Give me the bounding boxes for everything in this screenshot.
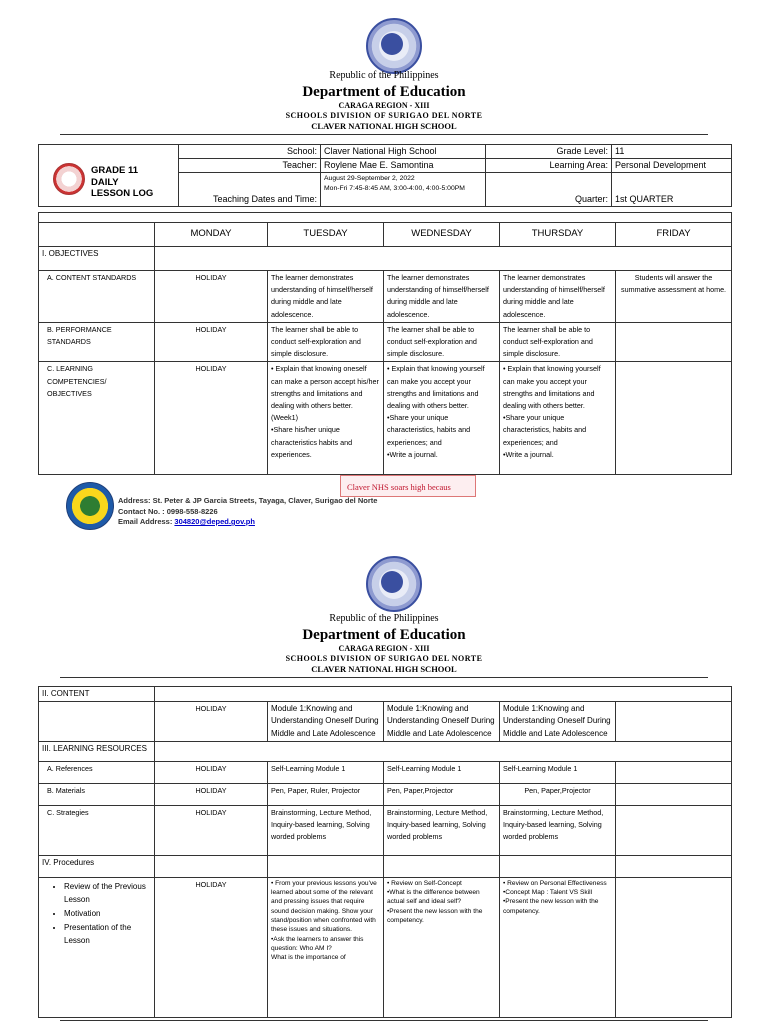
quarter-value: 1st QUARTER (612, 173, 732, 207)
procedure-item-review: • Review of the Previous Lesson (64, 880, 151, 907)
footer-email-link[interactable]: 304820@deped.gov.ph (174, 517, 255, 526)
day-header-thursday: THURSDAY (500, 223, 616, 247)
deped-logo-small (53, 163, 85, 195)
materials-monday: HOLIDAY (155, 783, 268, 805)
references-friday (616, 761, 732, 783)
day-header-wednesday: WEDNESDAY (384, 223, 500, 247)
school-label: School: (179, 145, 321, 159)
content-standards-label: A. CONTENT STANDARDS (39, 271, 155, 323)
log-title-line2: DAILY (91, 176, 119, 188)
procedures-blank-1 (155, 855, 268, 877)
content-standards-tuesday: The learner demonstrates understanding of himself/herself during middle and late adolescence. (268, 271, 384, 323)
procedure-tue-3: What is the importance of (271, 954, 346, 962)
teacher-label: Teacher: (179, 159, 321, 173)
performance-standards-monday: HOLIDAY (155, 322, 268, 362)
content-thursday: Module 1:Knowing and Understanding Oneself During Middle and Late Adolescence (500, 702, 616, 742)
log-title-line3: LESSON LOG (91, 188, 154, 199)
lesson-log-header-table (38, 144, 732, 207)
references-thursday: Self-Learning Module 1 (500, 761, 616, 783)
competencies-thursday (500, 362, 616, 475)
school-name-text: CLAVER NATIONAL HIGH SCHOOL (311, 121, 457, 131)
school-value: Claver National High School (321, 145, 486, 159)
procedure-item-motivation: • Motivation (64, 907, 151, 921)
procedures-blank-3 (384, 855, 500, 877)
competency-tue-2: •Share his/her unique characteristics habits and experiences. (271, 425, 353, 459)
content-monday: HOLIDAY (155, 702, 268, 742)
teaching-dates-label: Teaching Dates and Time: (179, 173, 321, 207)
teaching-dates-line1: August 29-September 2, 2022 (324, 175, 415, 182)
procedure-wednesday (384, 877, 500, 1017)
page2-bottom-rule (60, 1020, 708, 1021)
content-friday (616, 702, 732, 742)
strategies-tuesday: Brainstorming, Lecture Method, Inquiry-based learning, Solving worded problems (268, 805, 384, 855)
content-standards-wednesday: The learner demonstrates understanding of himself/herself during middle and late adolescence. (384, 271, 500, 323)
region-text: CARAGA REGION - XIII (338, 101, 430, 110)
procedures-blank-2 (268, 855, 384, 877)
content-procedures-table (38, 686, 732, 1018)
header-divider-page2 (60, 677, 708, 678)
performance-standards-wednesday: The learner shall be able to conduct self-exploration and simple disclosure. (384, 322, 500, 362)
grade-level-value: 11 (612, 145, 732, 159)
teaching-dates-value (321, 173, 486, 207)
footer-contact-block (118, 496, 377, 528)
procedure-items-list (42, 880, 151, 948)
division-text-page2: SCHOOLS DIVISION OF SURIGAO DEL NORTE (285, 654, 483, 663)
references-wednesday: Self-Learning Module 1 (384, 761, 500, 783)
division-text: SCHOOLS DIVISION OF SURIGAO DEL NORTE (285, 111, 483, 120)
objectives-table (38, 212, 732, 475)
school-logo (66, 482, 114, 530)
competency-thu-2: •Share your unique characteristics, habits and experiences; and (503, 413, 587, 447)
log-title-line1: GRADE 11 (91, 165, 138, 176)
procedure-tue-2: •Ask the learners to answer this question: Who AM I? (271, 935, 364, 952)
strategies-thursday: Brainstorming, Lecture Method, Inquiry-based learning, Solving worded problems (500, 805, 616, 855)
performance-standards-label: B. PERFORMANCE STANDARDS (39, 322, 155, 362)
references-tuesday: Self-Learning Module 1 (268, 761, 384, 783)
strategies-label: C. Strategies (39, 805, 155, 855)
footer-email-label: Email Address: (118, 517, 175, 526)
school-motto-banner: Claver NHS soars high becaus (340, 475, 476, 497)
lesson-log-title-cell (39, 145, 179, 207)
materials-label: B. Materials (39, 783, 155, 805)
performance-standards-thursday: The learner shall be able to conduct self-exploration and simple disclosure. (500, 322, 616, 362)
department-title: Department of Education (302, 84, 466, 100)
procedure-thursday (500, 877, 616, 1017)
performance-standards-tuesday: The learner shall be able to conduct self-exploration and simple disclosure. (268, 322, 384, 362)
competency-wed-2: •Share your unique characteristics, habits and experiences; and (387, 413, 471, 447)
procedure-thu-2: •Concept Map : Talent VS Skill (503, 889, 593, 897)
procedure-wed-2: •What is the difference between actual self and ideal self? (387, 889, 480, 906)
procedure-monday: HOLIDAY (155, 877, 268, 1017)
procedures-section-label: IV. Procedures (39, 855, 155, 877)
competency-thu-3: •Write a journal. (503, 449, 554, 459)
materials-wednesday: Pen, Paper,Projector (384, 783, 500, 805)
content-standards-thursday: The learner demonstrates understanding of himself/herself during middle and late adolescence. (500, 271, 616, 323)
objectives-section-blank (155, 247, 732, 271)
procedures-blank-5 (616, 855, 732, 877)
competencies-label: C. LEARNING COMPETENCIES/ OBJECTIVES (39, 362, 155, 475)
teacher-value: Roylene Mae E. Samontina (321, 159, 486, 173)
references-monday: HOLIDAY (155, 761, 268, 783)
deped-seal-page2 (366, 556, 422, 612)
content-blank-label (39, 702, 155, 742)
strategies-wednesday: Brainstorming, Lecture Method, Inquiry-based learning, Solving worded problems (384, 805, 500, 855)
competencies-wednesday (384, 362, 500, 475)
procedure-tuesday (268, 877, 384, 1017)
procedure-friday (616, 877, 732, 1017)
footer-contact: Contact No. : 0998-558-8226 (118, 506, 218, 516)
procedure-tue-1: • From your previous lessons you've learned about some of the relevant and pressing issues that require sound decision making. Show your stand/position when confronted with these issues and situations. (271, 879, 377, 934)
materials-friday (616, 783, 732, 805)
content-tuesday: Module 1:Knowing and Understanding Oneself During Middle and Late Adolescence (268, 702, 384, 742)
procedure-wed-3: •Present the new lesson with the competency. (387, 907, 483, 924)
competency-thu-1: • Explain that knowing yourself can make you accept your strengths and limitations and dealing with others better. (503, 364, 601, 411)
resources-section-blank (155, 741, 732, 761)
references-label: A. References (39, 761, 155, 783)
procedures-blank-4 (500, 855, 616, 877)
strategies-monday: HOLIDAY (155, 805, 268, 855)
procedure-item-presentation: • Presentation of the Lesson (64, 921, 151, 948)
department-title-page2: Department of Education (302, 627, 466, 643)
competencies-friday (616, 362, 732, 475)
day-header-friday: FRIDAY (616, 223, 732, 247)
competency-tue-1: • Explain that knowing oneself can make a person accept his/her strengths and limitations and dealing with others better. (Week1) (271, 364, 379, 423)
resources-section-label: III. LEARNING RESOURCES (39, 741, 155, 761)
learning-area-label: Learning Area: (486, 159, 612, 173)
strategies-friday (616, 805, 732, 855)
region-text-page2: CARAGA REGION - XIII (338, 644, 430, 653)
procedure-thu-3: •Present the new lesson with the competency. (503, 898, 599, 915)
header-divider (60, 134, 708, 135)
objectives-section-label: I. OBJECTIVES (39, 247, 155, 271)
quarter-label: Quarter: (486, 173, 612, 207)
deped-seal-top (366, 18, 422, 74)
grade-level-label: Grade Level: (486, 145, 612, 159)
content-standards-friday: Students will answer the summative assessment at home. (616, 271, 732, 323)
day-header-tuesday: TUESDAY (268, 223, 384, 247)
competency-wed-1: • Explain that knowing yourself can make you accept your strengths and limitations and dealing with others better. (387, 364, 485, 411)
materials-tuesday: Pen, Paper, Ruler, Projector (268, 783, 384, 805)
content-standards-monday: HOLIDAY (155, 271, 268, 323)
footer-email-row (118, 517, 377, 528)
competency-wed-3: •Write a journal. (387, 449, 438, 459)
performance-standards-friday (616, 322, 732, 362)
content-wednesday: Module 1:Knowing and Understanding Oneself During Middle and Late Adolescence (384, 702, 500, 742)
day-header-monday: MONDAY (155, 223, 268, 247)
procedure-wed-1: • Review on Self-Concept (387, 879, 462, 887)
school-name-text-page2: CLAVER NATIONAL HIGH SCHOOL (311, 664, 457, 674)
republic-text-page2: Republic of the Philippines (329, 613, 439, 624)
materials-thursday: Pen, Paper,Projector (500, 783, 616, 805)
republic-text: Republic of the Philippines (329, 70, 439, 81)
learning-area-value: Personal Development (612, 159, 732, 173)
spacer-row (39, 213, 732, 223)
competencies-tuesday (268, 362, 384, 475)
procedure-items-cell (39, 877, 155, 1017)
competencies-monday: HOLIDAY (155, 362, 268, 475)
day-header-blank (39, 223, 155, 247)
footer-address: Address: St. Peter & JP Garcia Streets, Tayaga, Claver, Surigao del Norte (118, 496, 378, 505)
content-section-blank (155, 687, 732, 702)
content-section-label: II. CONTENT (39, 687, 155, 702)
teaching-dates-line2: Mon-Fri 7:45-8:45 AM, 3:00-4:00, 4:00-5:00PM (324, 184, 465, 192)
procedure-thu-1: • Review on Personal Effectiveness (503, 879, 607, 887)
